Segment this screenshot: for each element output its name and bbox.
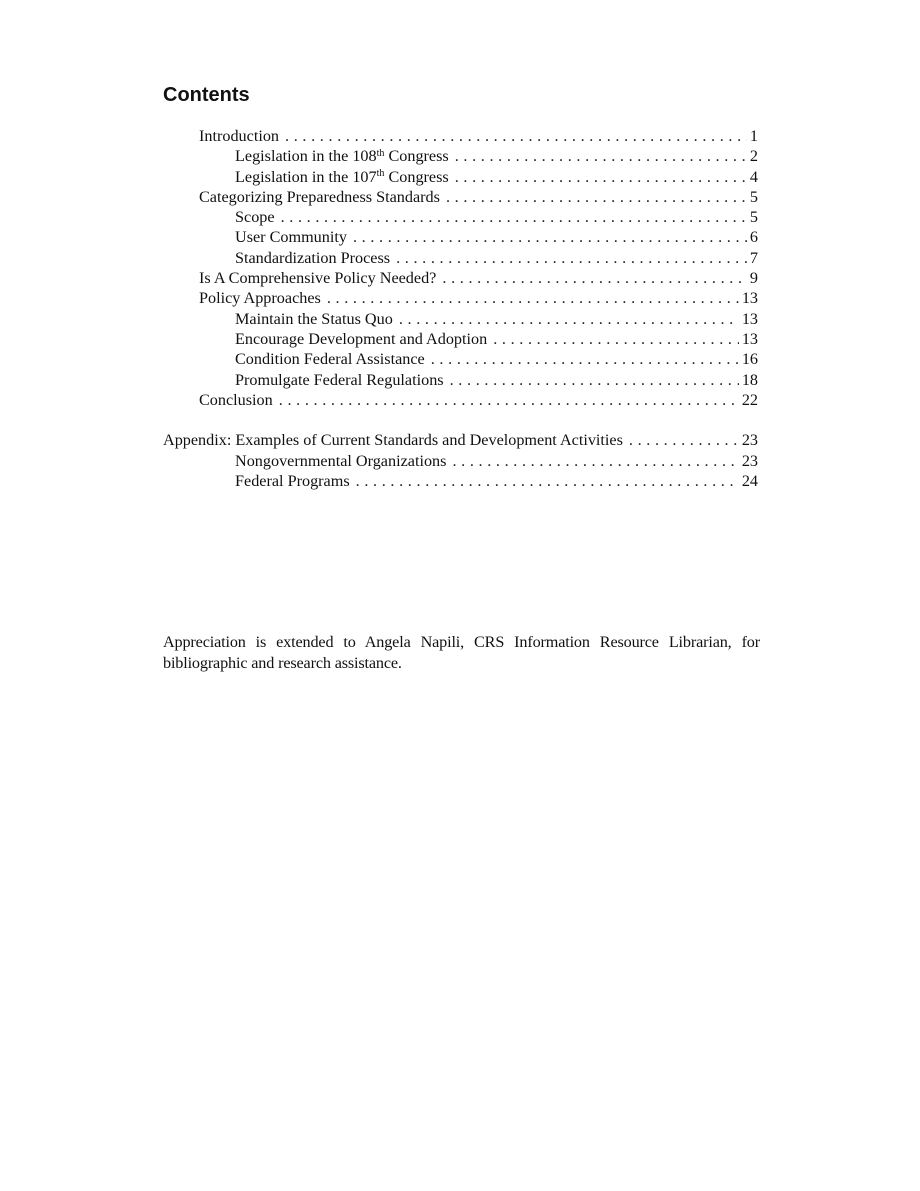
toc-page-number: 9 bbox=[749, 269, 758, 288]
toc-entry-title bbox=[235, 349, 425, 369]
toc-page-number: 13 bbox=[741, 329, 758, 348]
toc-entry-title bbox=[235, 329, 487, 349]
toc-entry-title-text: Maintain the Status Quo bbox=[235, 309, 393, 328]
toc-dot-leader bbox=[455, 167, 747, 187]
toc-entry-title-text: Encourage Development and Adoption bbox=[235, 329, 488, 348]
toc-entry[interactable] bbox=[163, 471, 758, 491]
toc-entry-title-text: Legislation in the 107 bbox=[235, 167, 377, 186]
toc-entry[interactable] bbox=[163, 390, 758, 410]
toc-entry[interactable] bbox=[163, 370, 758, 390]
table-of-contents bbox=[163, 126, 758, 491]
toc-entry-superscript: th bbox=[376, 168, 385, 180]
toc-page-number: 24 bbox=[741, 472, 758, 491]
toc-entry-title bbox=[199, 187, 440, 207]
toc-dot-leader bbox=[399, 309, 739, 329]
toc-dot-leader bbox=[281, 207, 747, 227]
toc-entry[interactable] bbox=[163, 126, 758, 146]
toc-entry-title bbox=[163, 430, 623, 450]
toc-entry-title bbox=[235, 471, 350, 491]
toc-page-number: 13 bbox=[741, 289, 758, 308]
toc-page-number: 23 bbox=[741, 451, 758, 470]
toc-page-number: 7 bbox=[749, 248, 758, 267]
toc-dot-leader bbox=[327, 288, 739, 308]
toc-dot-leader bbox=[356, 471, 739, 491]
toc-entry-title bbox=[235, 451, 446, 471]
toc-entry-title bbox=[235, 309, 393, 329]
contents-heading: Contents bbox=[163, 84, 250, 106]
toc-entry[interactable] bbox=[163, 309, 758, 329]
toc-page-number: 6 bbox=[749, 228, 758, 247]
toc-entry-title-text: Nongovernmental Organizations bbox=[235, 451, 447, 470]
toc-page-number: 13 bbox=[741, 309, 758, 328]
toc-entry[interactable] bbox=[163, 146, 758, 166]
toc-entry-title-text: Standardization Process bbox=[235, 248, 391, 267]
toc-entry-title-text: Introduction bbox=[199, 127, 280, 145]
toc-entry[interactable] bbox=[163, 167, 758, 187]
toc-dot-leader bbox=[450, 370, 739, 390]
toc-entry-title-text: Federal Programs bbox=[235, 472, 350, 491]
toc-page-number: 4 bbox=[749, 167, 758, 186]
toc-entry-title bbox=[235, 167, 449, 187]
toc-entry[interactable] bbox=[163, 430, 758, 450]
toc-entry[interactable] bbox=[163, 248, 758, 268]
toc-entry-title-text: Promulgate Federal Regulations bbox=[235, 370, 444, 389]
toc-page-number: 22 bbox=[741, 390, 758, 409]
toc-dot-leader bbox=[353, 227, 747, 247]
toc-entry-title bbox=[235, 248, 390, 268]
toc-entry-title-text: Policy Approaches bbox=[199, 289, 321, 308]
toc-dot-leader bbox=[446, 187, 747, 207]
toc-entry[interactable] bbox=[163, 227, 758, 247]
toc-entry-title-text: Categorizing Preparedness Standards bbox=[199, 187, 440, 206]
toc-entry-title bbox=[235, 227, 347, 247]
toc-entry[interactable] bbox=[163, 288, 758, 308]
toc-page-number: 5 bbox=[749, 187, 758, 206]
toc-entry-title-text: User Community bbox=[235, 228, 347, 247]
toc-entry[interactable] bbox=[163, 207, 758, 227]
toc-entry-title-text: Is A Comprehensive Policy Needed? bbox=[199, 269, 437, 288]
toc-page-number: 23 bbox=[741, 431, 758, 450]
toc-entry-title-suffix: Congress bbox=[384, 147, 449, 166]
toc-entry-title bbox=[199, 288, 321, 308]
toc-entry-superscript: th bbox=[376, 147, 385, 159]
toc-entry[interactable] bbox=[163, 451, 758, 471]
toc-entry-title bbox=[235, 370, 444, 390]
toc-entry[interactable] bbox=[163, 349, 758, 369]
toc-page-number: 1 bbox=[749, 127, 758, 145]
toc-entry-title bbox=[235, 146, 449, 166]
toc-entry-title-text: Condition Federal Assistance bbox=[235, 350, 425, 369]
toc-entry-title bbox=[235, 207, 275, 227]
toc-entry-title-text: Appendix: Examples of Current Standards and Development Activities bbox=[163, 431, 623, 450]
toc-dot-leader bbox=[285, 126, 747, 146]
toc-entry-title-text: Conclusion bbox=[199, 390, 273, 409]
toc-entry-title bbox=[199, 268, 436, 288]
toc-entry-title-text: Legislation in the 108 bbox=[235, 147, 377, 166]
toc-entry[interactable] bbox=[163, 187, 758, 207]
toc-page-number: 2 bbox=[749, 147, 758, 166]
toc-dot-leader bbox=[629, 430, 739, 450]
toc-entry[interactable] bbox=[163, 268, 758, 288]
toc-entry-title-suffix: Congress bbox=[384, 167, 449, 186]
toc-dot-leader bbox=[493, 329, 739, 349]
toc-page-number: 16 bbox=[741, 350, 758, 369]
acknowledgement-note: Appreciation is extended to Angela Napili, CRS Information Resource Librarian, for bibliographic and research assistance. bbox=[163, 633, 760, 672]
toc-dot-leader bbox=[452, 451, 738, 471]
toc-dot-leader bbox=[396, 248, 747, 268]
toc-page-number: 18 bbox=[741, 370, 758, 389]
toc-dot-leader bbox=[279, 390, 739, 410]
toc-dot-leader bbox=[442, 268, 747, 288]
toc-dot-leader bbox=[455, 146, 747, 166]
toc-entry-title bbox=[199, 390, 273, 410]
toc-page-number: 5 bbox=[749, 208, 758, 227]
toc-dot-leader bbox=[431, 349, 739, 369]
toc-entry-title bbox=[199, 126, 279, 146]
toc-entry-title-text: Scope bbox=[235, 208, 275, 227]
toc-entry[interactable] bbox=[163, 329, 758, 349]
